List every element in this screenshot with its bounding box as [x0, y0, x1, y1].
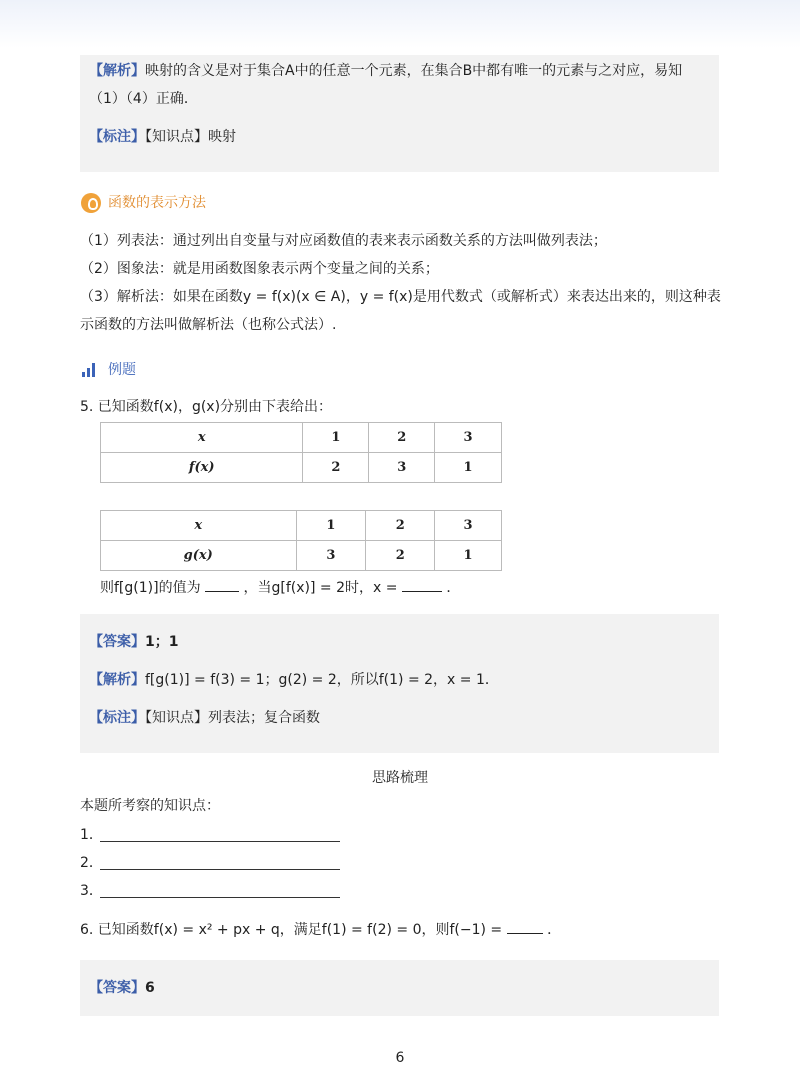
- table-row: [101, 453, 502, 483]
- note-tag: 【标注】: [89, 710, 145, 726]
- analysis-tag: 【解析】: [89, 672, 145, 688]
- note-line: [89, 127, 236, 147]
- section-item-3-line-2: 示函数的方法叫做解析法（也称公式法）.: [80, 317, 337, 333]
- review-label-2: 2．: [80, 855, 103, 871]
- review-fill-line-1[interactable]: [100, 841, 340, 842]
- analysis-tag: 【解析】: [89, 63, 145, 79]
- review-intro: 本题所考察的知识点：: [80, 798, 220, 814]
- analysis-line-2: （1）（4）正确．: [89, 91, 198, 107]
- table-cell: 3: [369, 453, 435, 483]
- q6-answer-line: [89, 978, 155, 998]
- answer-tag: 【答案】: [89, 980, 145, 996]
- q5-ask-part-3: ．: [446, 580, 461, 596]
- table-row: [101, 423, 502, 453]
- table-cell: 3: [435, 511, 502, 541]
- answer-blank-2[interactable]: [402, 578, 442, 592]
- review-fill-line-3[interactable]: [100, 897, 340, 898]
- section-item-2: （2）图象法：就是用函数图象表示两个变量之间的关系；: [80, 261, 439, 277]
- answer-text: 1；1: [145, 634, 179, 650]
- table-cell: 1: [296, 511, 366, 541]
- section-item-3-line-1: （3）解析法：如果在函数y = f(x)(x ∈ A)，y = f(x)是用代数式（或解析式）来表达出来的，则这种表: [80, 289, 721, 305]
- review-title: 思路梳理: [372, 770, 428, 786]
- top-header-band: [0, 0, 800, 48]
- section-item-1: （1）列表法：通过列出自变量与对应函数值的表来表示函数关系的方法叫做列表法；: [80, 233, 607, 249]
- table-cell: 2: [366, 511, 435, 541]
- table-cell: 2: [366, 541, 435, 571]
- q5-answer-line: [89, 632, 178, 652]
- table-cell: f(x): [101, 453, 303, 483]
- answer-blank-q6[interactable]: [507, 920, 543, 934]
- table-cell: 2: [303, 453, 369, 483]
- answer-blank-1[interactable]: [205, 578, 239, 592]
- answer-box-q6: [80, 960, 719, 1016]
- analysis-text: 映射的含义是对于集合A中的任意一个元素，在集合B中都有唯一的元素与之对应，易知: [145, 63, 683, 79]
- page-number: 6: [395, 1050, 405, 1066]
- q5-ask: [100, 578, 460, 598]
- table-g: [100, 510, 502, 571]
- note-tag: 【标注】: [89, 129, 145, 145]
- q5-note-line: [89, 708, 320, 728]
- answer-text: 6: [145, 980, 155, 996]
- review-label-3: 3．: [80, 883, 103, 899]
- table-cell: x: [101, 511, 297, 541]
- table-cell: 1: [303, 423, 369, 453]
- table-row: [101, 511, 502, 541]
- table-cell: 1: [435, 453, 502, 483]
- section-title: 函数的表示方法: [108, 195, 206, 211]
- example-title: 例题: [108, 362, 136, 378]
- q6-stem-part-2: ．: [547, 922, 562, 938]
- table-cell: 1: [435, 541, 502, 571]
- table-cell: 3: [435, 423, 502, 453]
- q6-stem: [80, 920, 561, 940]
- analysis-text: f[g(1)] = f(3) = 1；g(2) = 2，所以f(1) = 2，x = 1．: [145, 672, 499, 688]
- answer-tag: 【答案】: [89, 634, 145, 650]
- table-f: [100, 422, 502, 483]
- review-label-1: 1．: [80, 827, 103, 843]
- q5-ask-part-1: 则f[g(1)]的值为: [100, 580, 201, 596]
- q5-analysis-line: [89, 670, 499, 690]
- table-cell: g(x): [101, 541, 297, 571]
- q6-stem-part-1: 6. 已知函数f(x) = x² + px + q，满足f(1) = f(2) = 0，则f(−1) =: [80, 922, 503, 938]
- table-row: [101, 541, 502, 571]
- table-cell: x: [101, 423, 303, 453]
- bar-chart-icon: [82, 363, 98, 377]
- analysis-line-1: [89, 61, 682, 81]
- q5-stem: 5. 已知函数f(x)，g(x)分别由下表给出：: [80, 399, 333, 415]
- q5-ask-part-2: ，当g[f(x)] = 2时，x =: [243, 580, 398, 596]
- lightbulb-icon: [81, 193, 101, 213]
- note-text: 【知识点】列表法；复合函数: [145, 710, 320, 726]
- review-fill-line-2[interactable]: [100, 869, 340, 870]
- table-cell: 2: [369, 423, 435, 453]
- note-text: 【知识点】映射: [145, 129, 236, 145]
- table-cell: 3: [296, 541, 366, 571]
